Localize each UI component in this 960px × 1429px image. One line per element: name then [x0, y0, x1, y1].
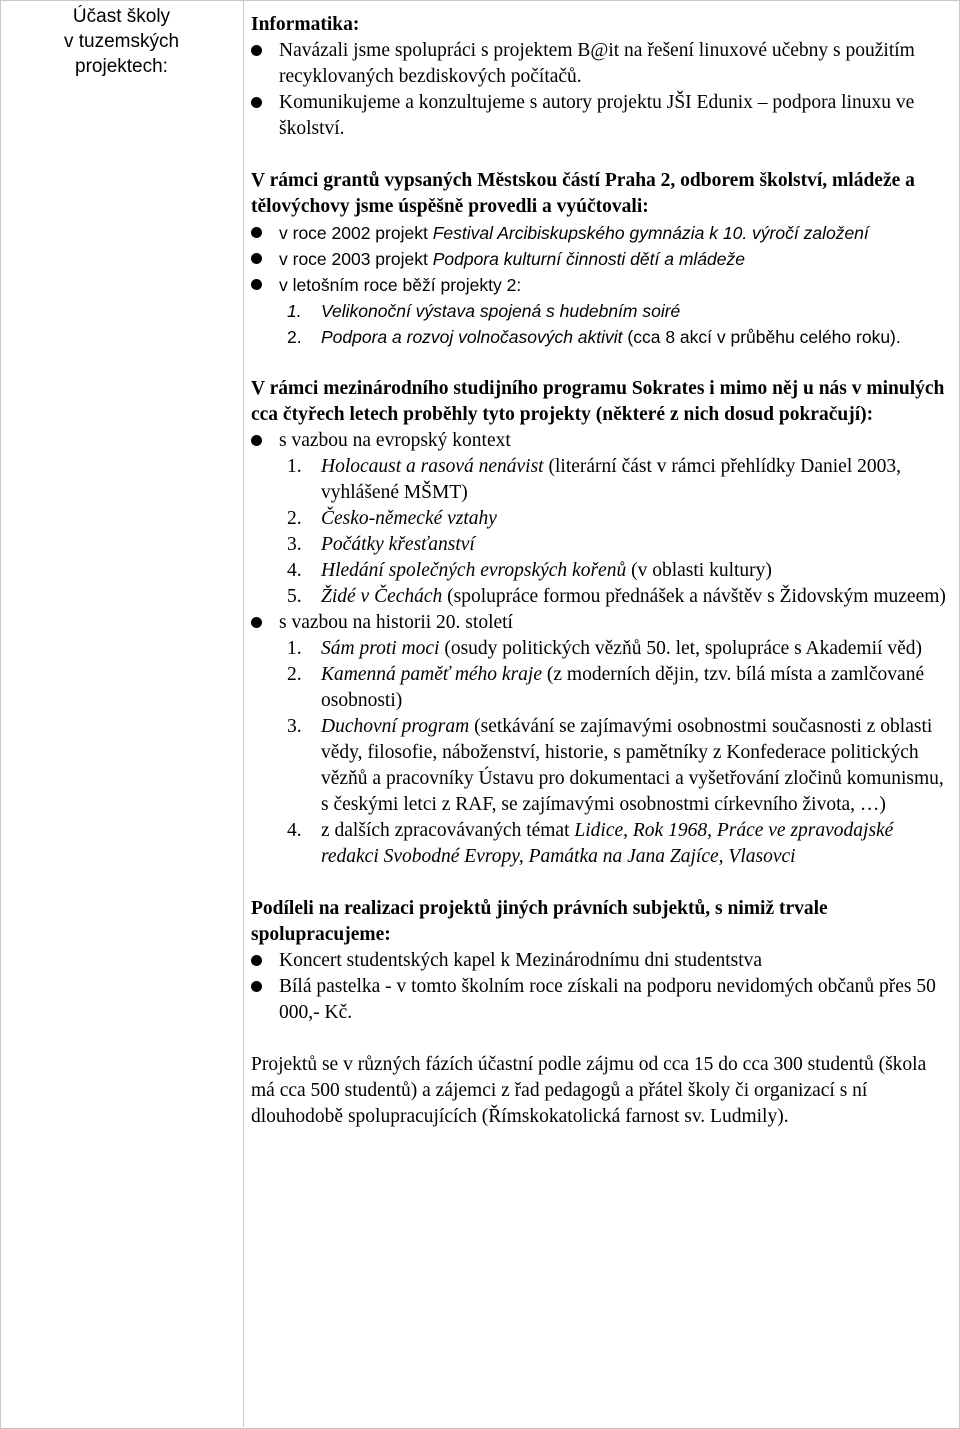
project-title: Hledání společných evropských kořenů: [321, 560, 627, 581]
item-text: v roce 2002 projekt: [279, 223, 433, 243]
project-title: Sám proti moci: [321, 638, 440, 659]
numbered-item: [251, 584, 953, 610]
item-text: v roce 2003 projekt: [279, 249, 433, 269]
item-text: (literární část v rámci přehlídky Daniel 2003, vyhlášené MŠMT): [321, 456, 901, 503]
project-title: Duchovní program: [321, 716, 470, 737]
section-heading-informatika: Informatika:: [251, 14, 360, 35]
item-number: 1.: [287, 301, 302, 321]
list-item: [251, 246, 953, 272]
section-heading-sokrates: V rámci mezinárodního studijního programu Sokrates i mimo něj u nás v minulých cca čtyřech letech proběhly tyto projekty (některé z nich dosud pokračují):: [251, 378, 945, 425]
item-text: (spolupráce formou přednášek a návštěv s Židovským muzeem): [442, 586, 946, 607]
numbered-item: [251, 506, 953, 532]
item-number: 5.: [287, 586, 302, 607]
item-number: 3.: [287, 716, 302, 737]
project-title: Velikonoční výstava spojená s hudebním soiré: [321, 301, 681, 321]
item-number: 2.: [287, 327, 302, 347]
row-label-line: projektech:: [75, 56, 168, 77]
item-text: (cca 8 akcí v průběhu celého roku).: [622, 327, 901, 347]
list-item: s vazbou na historii 20. století: [251, 610, 953, 636]
column-divider: [243, 0, 244, 1427]
item-text: (v oblasti kultury): [626, 560, 772, 581]
item-number: 1.: [287, 456, 302, 477]
numbered-item: [251, 558, 953, 584]
project-title: Počátky křesťanství: [321, 534, 475, 555]
item-number: 3.: [287, 534, 302, 555]
numbered-item: [251, 636, 953, 662]
project-title: Lidice, Rok 1968, Práce ve zpravodajské redakci Svobodné Evropy, Památka na Jana Zajíce, Vlasovci: [321, 820, 894, 867]
item-text: (osudy politických vězňů 50. let, spolupráce s Akademií věd): [439, 638, 922, 659]
numbered-item: [251, 714, 953, 818]
item-number: 1.: [287, 638, 302, 659]
content-cell: [251, 12, 953, 1130]
row-label-line: Účast školy: [72, 6, 171, 27]
list-item: s vazbou na evropský kontext: [251, 428, 953, 454]
item-text: z dalších zpracovávaných témat: [321, 820, 575, 841]
numbered-item: [251, 662, 953, 714]
project-title: Podpora a rozvoj volnočasových aktivit: [321, 327, 623, 347]
item-text: (z moderních dějin, tzv. bílá místa a zamlčované osobnosti): [321, 664, 925, 711]
project-title: Česko-německé vztahy: [321, 508, 497, 529]
list-item: v letošním roce běží projekty 2:: [251, 272, 953, 298]
list-item: [251, 220, 953, 246]
item-number: 4.: [287, 560, 302, 581]
numbered-item: [251, 298, 953, 324]
item-number: 4.: [287, 820, 302, 841]
numbered-item: [251, 454, 953, 506]
project-title: Festival Arcibiskupského gymnázia k 10. výročí založení: [432, 223, 869, 243]
closing-paragraph: Projektů se v různých fázích účastní podle zájmu od cca 15 do cca 300 studentů (škola má cca 500 studentů) a zájemci z řad pedagogů a přátel školy či organizací s ní dlouhodobě spolupracujících (Římskokatolická farnost sv. Ludmily).: [251, 1054, 927, 1127]
row-label-line: v tuzemských: [63, 31, 180, 52]
list-item: Koncert studentských kapel k Mezinárodnímu dni studentstva: [251, 948, 953, 974]
project-title: Podpora kulturní činnosti dětí a mládeže: [432, 249, 745, 269]
list-item: Bílá pastelka - v tomto školním roce získali na podporu nevidomých občanů přes 50 000,- Kč.: [251, 974, 953, 1026]
list-item: Navázali jsme spolupráci s projektem B@it na řešení linuxové učebny s použitím recyklovaných bezdiskových počítačů.: [251, 38, 953, 90]
numbered-item: [251, 324, 953, 350]
project-title: Kamenná paměť mého kraje: [321, 664, 543, 685]
list-item: Komunikujeme a konzultujeme s autory projektu JŠI Edunix – podpora linuxu ve školství.: [251, 90, 953, 142]
section-heading-granty: V rámci grantů vypsaných Městskou částí Praha 2, odborem školství, mládeže a tělovýchovy jsme úspěšně provedli a vyúčtovali:: [251, 170, 915, 217]
item-number: 2.: [287, 508, 302, 529]
project-title: Holocaust a rasová nenávist: [321, 456, 544, 477]
item-text: (setkávání se zajímavými osobnostmi současnosti z oblasti vědy, filosofie, náboženství, historie, s pamětníky z Konfederace politických vězňů a pracovníky Ústavu pro dokumentaci a vyšetřování zločinů komunismu, s českými letci z RAF, se zajímavými osobnostmi církevního života, …): [321, 716, 944, 815]
project-title: Židé v Čechách: [321, 586, 443, 607]
numbered-item: [251, 532, 953, 558]
row-label-cell: [0, 4, 243, 79]
section-heading-subjekty: Podíleli na realizaci projektů jiných právních subjektů, s nimiž trvale spolupracujeme:: [251, 898, 828, 945]
numbered-item: [251, 818, 953, 870]
item-number: 2.: [287, 664, 302, 685]
